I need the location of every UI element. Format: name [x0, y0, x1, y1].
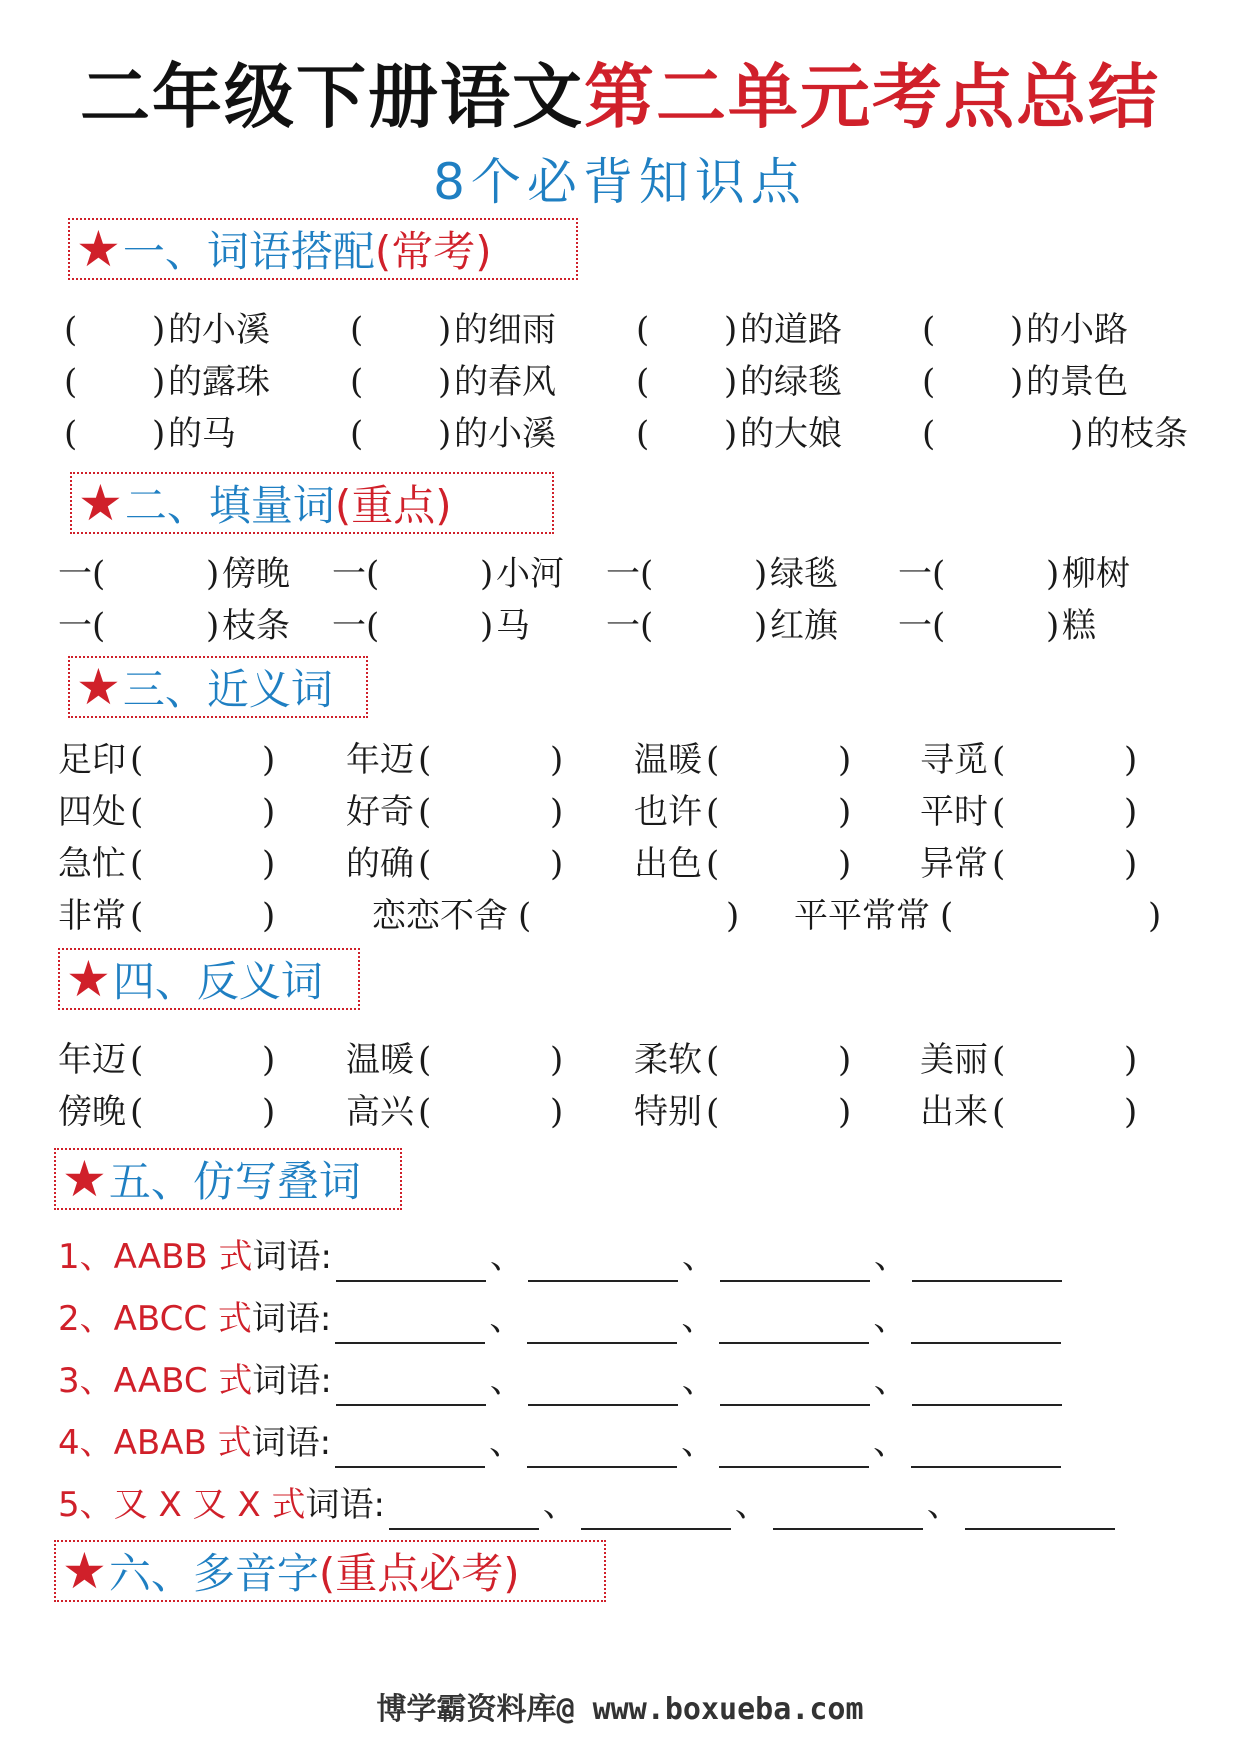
- close-paren: ): [1070, 414, 1084, 454]
- open-paren: (: [350, 310, 364, 350]
- open-paren: (: [992, 1092, 1006, 1132]
- measure-prefix: 一(: [332, 606, 380, 646]
- open-paren: (: [636, 310, 650, 350]
- section-3-label: 三、近义词: [122, 665, 333, 714]
- close-paren: ): [550, 844, 564, 884]
- close-paren: ): [262, 792, 276, 832]
- reduplication-answer-line[interactable]: [336, 1370, 486, 1406]
- reduplication-answer-line[interactable]: [773, 1494, 923, 1530]
- reduplication-pattern: 3、AABC 式: [58, 1361, 253, 1401]
- synonym-row: [0, 788, 1240, 836]
- antonym-word: 温暖: [346, 1040, 414, 1080]
- star-icon: ★: [62, 1150, 107, 1208]
- measure-prefix: 一(: [606, 554, 654, 594]
- measure-word: 小河: [496, 554, 564, 594]
- reduplication-answer-line[interactable]: [528, 1246, 678, 1282]
- close-paren: ): [1010, 362, 1024, 402]
- comma-separator: 、: [873, 1299, 908, 1339]
- open-paren: (: [706, 740, 720, 780]
- reduplication-row: [58, 1480, 1218, 1530]
- collocation-word: 的绿毯: [740, 362, 842, 402]
- close-paren: ): [754, 554, 768, 594]
- antonym-word: 傍晚: [58, 1092, 126, 1132]
- measure-prefix: 一(: [332, 554, 380, 594]
- close-paren: ): [1124, 1040, 1138, 1080]
- close-paren: ): [724, 310, 738, 350]
- measure-prefix: 一(: [898, 606, 946, 646]
- star-icon: ★: [78, 474, 123, 532]
- close-paren: ): [1124, 792, 1138, 832]
- synonym-word: 足印: [58, 740, 126, 780]
- reduplication-answer-line[interactable]: [911, 1432, 1061, 1468]
- open-paren: (: [130, 1092, 144, 1132]
- collocation-word: 的道路: [740, 310, 842, 350]
- measure-word: 绿毯: [770, 554, 838, 594]
- reduplication-answer-line[interactable]: [912, 1370, 1062, 1406]
- close-paren: ): [152, 362, 166, 402]
- close-paren: ): [262, 896, 276, 936]
- measure-row: [0, 550, 1240, 598]
- collocation-word: 的枝条: [1086, 414, 1188, 454]
- synonym-word: 平时: [920, 792, 988, 832]
- open-paren: (: [130, 896, 144, 936]
- reduplication-label: 词语:: [251, 1423, 332, 1463]
- open-paren: (: [350, 362, 364, 402]
- section-1-label: 一、词语搭配: [122, 227, 375, 276]
- section-6-label: 六、多音字: [108, 1549, 319, 1598]
- star-icon: ★: [76, 658, 121, 716]
- open-paren: (: [636, 414, 650, 454]
- open-paren: (: [992, 740, 1006, 780]
- antonym-row: [0, 1088, 1240, 1136]
- synonym-word: 平平常常: [794, 896, 930, 936]
- page-title: [0, 52, 1240, 142]
- reduplication-pattern: 5、又 X 又 X 式: [58, 1485, 306, 1525]
- reduplication-label: 词语:: [252, 1237, 333, 1277]
- section-2-note: (重点): [334, 481, 452, 530]
- open-paren: (: [64, 414, 78, 454]
- section-5-label: 五、仿写叠词: [108, 1157, 361, 1206]
- collocation-word: 的大娘: [740, 414, 842, 454]
- measure-word: 柳树: [1062, 554, 1130, 594]
- close-paren: ): [550, 740, 564, 780]
- measure-word: 糕: [1062, 606, 1096, 646]
- reduplication-answer-line[interactable]: [389, 1494, 539, 1530]
- synonym-word: 出色: [634, 844, 702, 884]
- measure-word: 马: [496, 606, 530, 646]
- reduplication-answer-line[interactable]: [720, 1370, 870, 1406]
- synonym-word: 温暖: [634, 740, 702, 780]
- close-paren: ): [262, 844, 276, 884]
- measure-word: 枝条: [222, 606, 290, 646]
- collocation-row: [0, 358, 1240, 406]
- close-paren: ): [152, 414, 166, 454]
- reduplication-answer-line[interactable]: [911, 1308, 1061, 1344]
- synonym-word: 异常: [920, 844, 988, 884]
- section-2-heading: [70, 472, 554, 534]
- reduplication-answer-line[interactable]: [336, 1246, 486, 1282]
- comma-separator: 、: [926, 1485, 961, 1525]
- close-paren: ): [838, 844, 852, 884]
- synonym-word: 好奇: [346, 792, 414, 832]
- open-paren: (: [130, 792, 144, 832]
- comma-separator: 、: [542, 1485, 577, 1525]
- measure-word: 傍晚: [222, 554, 290, 594]
- close-paren: ): [1046, 606, 1060, 646]
- section-6-heading: [54, 1540, 606, 1602]
- reduplication-answer-line[interactable]: [335, 1308, 485, 1344]
- synonym-row: [0, 840, 1240, 888]
- open-paren: (: [130, 1040, 144, 1080]
- measure-prefix: 一(: [898, 554, 946, 594]
- comma-separator: 、: [489, 1361, 524, 1401]
- close-paren: ): [206, 554, 220, 594]
- antonym-word: 高兴: [346, 1092, 414, 1132]
- section-4-heading: [58, 948, 360, 1010]
- reduplication-answer-line[interactable]: [527, 1432, 677, 1468]
- collocation-row: [0, 410, 1240, 458]
- close-paren: ): [550, 792, 564, 832]
- close-paren: ): [152, 310, 166, 350]
- comma-separator: 、: [681, 1299, 716, 1339]
- synonym-row: [0, 892, 1240, 940]
- collocation-word: 的小溪: [454, 414, 556, 454]
- close-paren: ): [262, 740, 276, 780]
- synonym-word: 也许: [634, 792, 702, 832]
- section-4-label: 四、反义词: [112, 957, 323, 1006]
- close-paren: ): [550, 1092, 564, 1132]
- open-paren: (: [418, 844, 432, 884]
- page-subtitle: 8个必背知识点: [433, 153, 807, 211]
- open-paren: (: [418, 792, 432, 832]
- close-paren: ): [438, 414, 452, 454]
- reduplication-answer-line[interactable]: [527, 1308, 677, 1344]
- close-paren: ): [480, 606, 494, 646]
- close-paren: ): [438, 362, 452, 402]
- open-paren: (: [64, 310, 78, 350]
- synonym-word: 恋恋不舍: [372, 896, 508, 936]
- measure-prefix: 一(: [58, 606, 106, 646]
- open-paren: (: [64, 362, 78, 402]
- open-paren: (: [706, 1040, 720, 1080]
- comma-separator: 、: [734, 1485, 769, 1525]
- section-5-heading: [54, 1148, 402, 1210]
- section-1-heading: [68, 218, 578, 280]
- synonym-word: 急忙: [58, 844, 126, 884]
- collocation-word: 的春风: [454, 362, 556, 402]
- close-paren: ): [206, 606, 220, 646]
- close-paren: ): [838, 792, 852, 832]
- open-paren: (: [940, 896, 954, 936]
- page-title-unit: 第二单元考点总结: [584, 56, 1160, 138]
- reduplication-row: [58, 1418, 1218, 1468]
- open-paren: (: [418, 1092, 432, 1132]
- close-paren: ): [480, 554, 494, 594]
- comma-separator: 、: [489, 1423, 524, 1463]
- close-paren: ): [754, 606, 768, 646]
- open-paren: (: [992, 792, 1006, 832]
- collocation-word: 的小溪: [168, 310, 270, 350]
- comma-separator: 、: [681, 1361, 716, 1401]
- reduplication-answer-line[interactable]: [528, 1370, 678, 1406]
- measure-word: 红旗: [770, 606, 838, 646]
- reduplication-pattern: 2、ABCC 式: [58, 1299, 252, 1339]
- reduplication-label: 词语:: [252, 1361, 332, 1401]
- section-3-heading: [68, 656, 368, 718]
- antonym-word: 出来: [920, 1092, 988, 1132]
- section-2-label: 二、填量词: [124, 481, 335, 530]
- section-1-note: (常考): [374, 227, 492, 276]
- close-paren: ): [1124, 844, 1138, 884]
- close-paren: ): [724, 414, 738, 454]
- open-paren: (: [418, 740, 432, 780]
- reduplication-answer-line[interactable]: [720, 1246, 870, 1282]
- collocation-word: 的小路: [1026, 310, 1128, 350]
- open-paren: (: [706, 844, 720, 884]
- close-paren: ): [262, 1040, 276, 1080]
- antonym-word: 美丽: [920, 1040, 988, 1080]
- collocation-word: 的细雨: [454, 310, 556, 350]
- reduplication-answer-line[interactable]: [912, 1246, 1062, 1282]
- comma-separator: 、: [874, 1237, 909, 1277]
- comma-separator: 、: [873, 1423, 908, 1463]
- measure-prefix: 一(: [58, 554, 106, 594]
- comma-separator: 、: [873, 1361, 908, 1401]
- close-paren: ): [838, 740, 852, 780]
- reduplication-answer-line[interactable]: [335, 1432, 485, 1468]
- reduplication-pattern: 4、ABAB 式: [58, 1423, 252, 1463]
- reduplication-pattern: 1、AABB 式: [58, 1237, 253, 1277]
- open-paren: (: [992, 1040, 1006, 1080]
- reduplication-row: [58, 1356, 1218, 1406]
- star-icon: ★: [76, 220, 121, 278]
- open-paren: (: [992, 844, 1006, 884]
- reduplication-answer-line[interactable]: [581, 1494, 731, 1530]
- star-icon: ★: [66, 950, 111, 1008]
- close-paren: ): [726, 896, 740, 936]
- comma-separator: 、: [490, 1237, 525, 1277]
- close-paren: ): [838, 1092, 852, 1132]
- close-paren: ): [550, 1040, 564, 1080]
- reduplication-answer-line[interactable]: [965, 1494, 1115, 1530]
- close-paren: ): [1124, 740, 1138, 780]
- synonym-word: 四处: [58, 792, 126, 832]
- collocation-row: [0, 306, 1240, 354]
- open-paren: (: [636, 362, 650, 402]
- reduplication-row: [58, 1294, 1218, 1344]
- reduplication-row: [58, 1232, 1218, 1282]
- open-paren: (: [518, 896, 532, 936]
- open-paren: (: [130, 740, 144, 780]
- footer-watermark: 博学霸资料库@ www.boxueba.com: [376, 1692, 864, 1727]
- open-paren: (: [922, 310, 936, 350]
- collocation-word: 的马: [168, 414, 236, 454]
- measure-prefix: 一(: [606, 606, 654, 646]
- close-paren: ): [438, 310, 452, 350]
- antonym-word: 年迈: [58, 1040, 126, 1080]
- synonym-word: 非常: [58, 896, 126, 936]
- synonym-word: 寻觅: [920, 740, 988, 780]
- open-paren: (: [350, 414, 364, 454]
- star-icon: ★: [62, 1542, 107, 1600]
- open-paren: (: [922, 414, 936, 454]
- synonym-row: [0, 736, 1240, 784]
- close-paren: ): [1010, 310, 1024, 350]
- collocation-word: 的景色: [1026, 362, 1128, 402]
- open-paren: (: [418, 1040, 432, 1080]
- collocation-word: 的露珠: [168, 362, 270, 402]
- close-paren: ): [724, 362, 738, 402]
- reduplication-answer-line[interactable]: [719, 1308, 869, 1344]
- close-paren: ): [1148, 896, 1162, 936]
- open-paren: (: [706, 1092, 720, 1132]
- close-paren: ): [262, 1092, 276, 1132]
- reduplication-label: 词语:: [305, 1485, 385, 1525]
- section-6-note: (重点必考): [318, 1549, 520, 1598]
- open-paren: (: [130, 844, 144, 884]
- page-title-grade: 二年级下册语文: [80, 56, 584, 138]
- synonym-word: 年迈: [346, 740, 414, 780]
- comma-separator: 、: [682, 1237, 717, 1277]
- open-paren: (: [922, 362, 936, 402]
- comma-separator: 、: [489, 1299, 524, 1339]
- antonym-word: 柔软: [634, 1040, 702, 1080]
- reduplication-answer-line[interactable]: [719, 1432, 869, 1468]
- synonym-word: 的确: [346, 844, 414, 884]
- close-paren: ): [1124, 1092, 1138, 1132]
- measure-row: [0, 602, 1240, 650]
- reduplication-label: 词语:: [251, 1299, 332, 1339]
- close-paren: ): [838, 1040, 852, 1080]
- close-paren: ): [1046, 554, 1060, 594]
- antonym-word: 特别: [634, 1092, 702, 1132]
- open-paren: (: [706, 792, 720, 832]
- antonym-row: [0, 1036, 1240, 1084]
- comma-separator: 、: [681, 1423, 716, 1463]
